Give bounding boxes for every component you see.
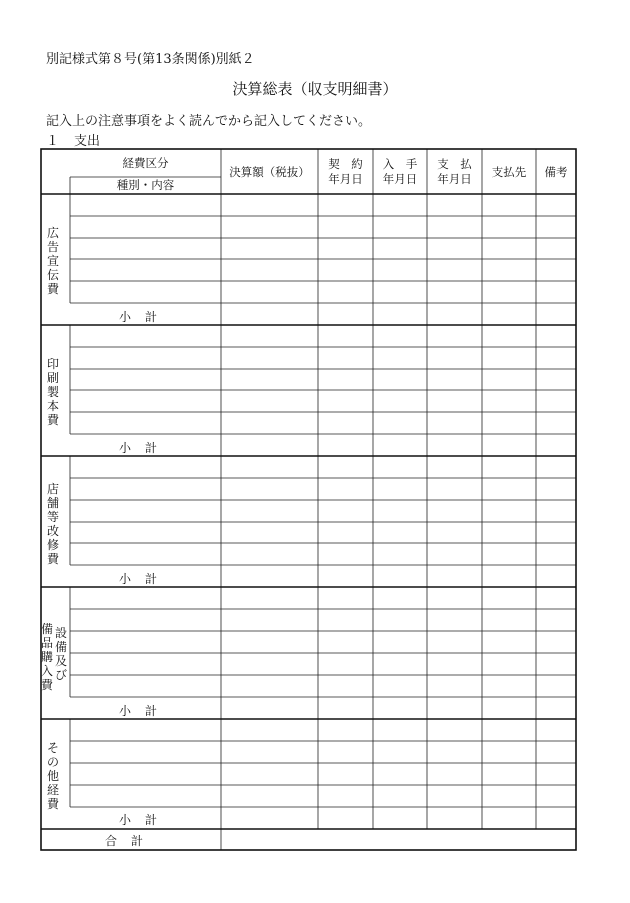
category-printing-label: 印 刷 製 本 費 — [46, 357, 59, 427]
header-payment-date-line1: 支 払 — [437, 157, 472, 171]
header-remarks: 備考 — [544, 165, 568, 179]
subtotal-label: 小計 — [118, 813, 171, 827]
header-amount: 決算額（税抜） — [229, 165, 310, 179]
header-type-content: 種別・内容 — [116, 178, 175, 192]
header-contract-date-line2: 年月日 — [328, 172, 363, 186]
subtotal-label: 小計 — [118, 441, 171, 455]
total-label: 合計 — [104, 834, 157, 848]
category-other-label: そ の 他 経 費 — [46, 741, 59, 811]
category-advertising — [41, 226, 65, 296]
page-title: 決算総表（収支明細書） — [232, 80, 398, 98]
category-store-renovation-label: 店 舗 等 改 修 費 — [46, 482, 59, 566]
header-payee: 支払先 — [491, 165, 527, 179]
category-printing — [41, 357, 65, 427]
header-receipt-date-line2: 年月日 — [382, 172, 418, 186]
subtotal-label: 小計 — [118, 310, 171, 324]
instruction-text: 記入上の注意事項をよく読んでから記入してください。 — [46, 114, 372, 129]
header-contract-date-line1: 契 約 — [328, 157, 363, 171]
header-contract-date — [318, 157, 373, 187]
category-advertising-label: 広 告 宣 伝 費 — [46, 226, 59, 296]
section-label: 支出 — [74, 134, 101, 149]
category-equipment-col2: 設 備 及 び — [54, 626, 67, 682]
header-expense-category: 経費区分 — [122, 156, 169, 170]
header-receipt-date — [373, 157, 427, 187]
header-payment-date — [427, 157, 482, 187]
category-store-renovation — [41, 482, 65, 566]
header-receipt-date-line1: 入 手 — [382, 157, 418, 171]
subtotal-label: 小計 — [118, 572, 171, 586]
category-other — [41, 741, 65, 811]
section-number: １ — [46, 134, 60, 149]
subtotal-label: 小計 — [118, 704, 171, 718]
category-equipment-col1: 備 品 購 入 費 — [40, 622, 53, 692]
form-reference: 別記様式第８号(第13条関係)別紙２ — [46, 52, 255, 67]
header-payment-date-line2: 年月日 — [437, 172, 472, 186]
